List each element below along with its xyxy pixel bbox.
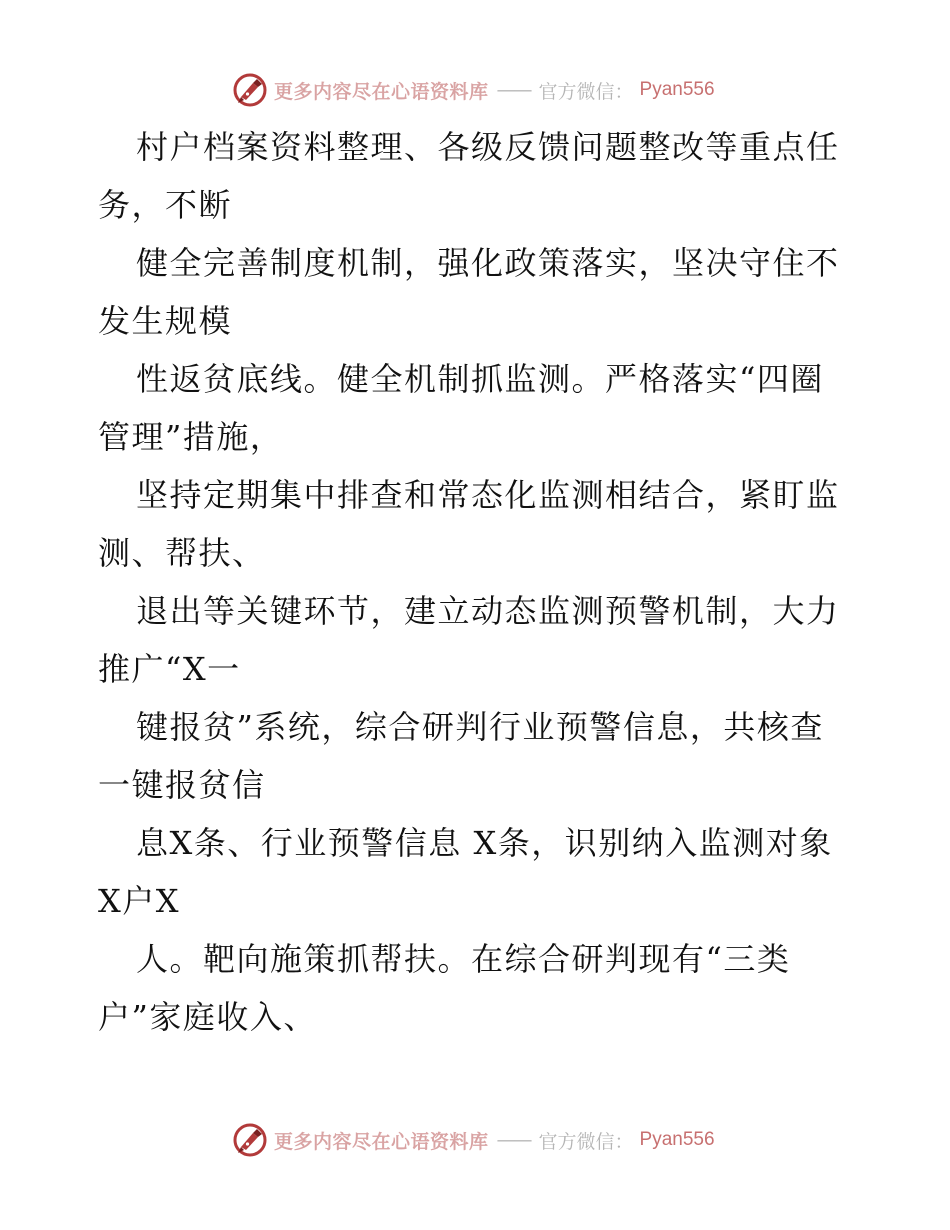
footer-banner [232,1120,715,1160]
paragraph-line: 一键报贫信 [98,766,266,804]
pen-nib-logo-icon [232,72,268,108]
paragraph-line: 性返贫底线。健全机制抓监测。严格落实“四圈 [136,360,824,398]
paragraph-line: 发生规模 [98,302,233,340]
paragraph-line: 息X条、行业预警信息 X条，识别纳入监测对象 [136,824,833,862]
paragraph-line: 坚持定期集中排查和常态化监测相结合，紧盯监 [136,476,840,514]
paragraph-line: 务，不断 [98,186,233,224]
paragraph-line: 管理”措施， [98,418,284,456]
paragraph-line: 健全完善制度机制，强化政策落实，坚决守住不 [136,244,840,282]
paragraph-line: 人。靶向施策抓帮扶。在综合研判现有“三类 [136,940,791,978]
paragraph-line: X户X [98,882,181,920]
paragraph-line: 退出等关键环节，建立动态监测预警机制，大力 [136,592,840,630]
footer-wechat-id: Pyan556 [639,1129,715,1150]
document-body [98,118,858,1046]
footer-separator: —— [496,1129,531,1151]
pen-nib-logo-icon [232,1122,268,1158]
header-wechat-label: 官方微信： [538,80,634,103]
paragraph-line: 测、帮扶、 [98,534,266,572]
paragraph-line: 村户档案资料整理、各级反馈问题整改等重点任 [136,128,840,166]
paragraph-line: 户”家庭收入、 [98,998,317,1036]
footer-wechat-label: 官方微信： [538,1130,634,1153]
header-banner [232,70,715,110]
header-brand-text: 更多内容尽在心语资料库 [274,80,489,103]
footer-brand-text: 更多内容尽在心语资料库 [274,1130,489,1153]
header-wechat-id: Pyan556 [639,79,715,100]
paragraph-line: 推广“X一 [98,650,241,688]
header-separator: —— [496,79,531,101]
paragraph-line: 键报贫”系统，综合研判行业预警信息，共核查 [136,708,824,746]
